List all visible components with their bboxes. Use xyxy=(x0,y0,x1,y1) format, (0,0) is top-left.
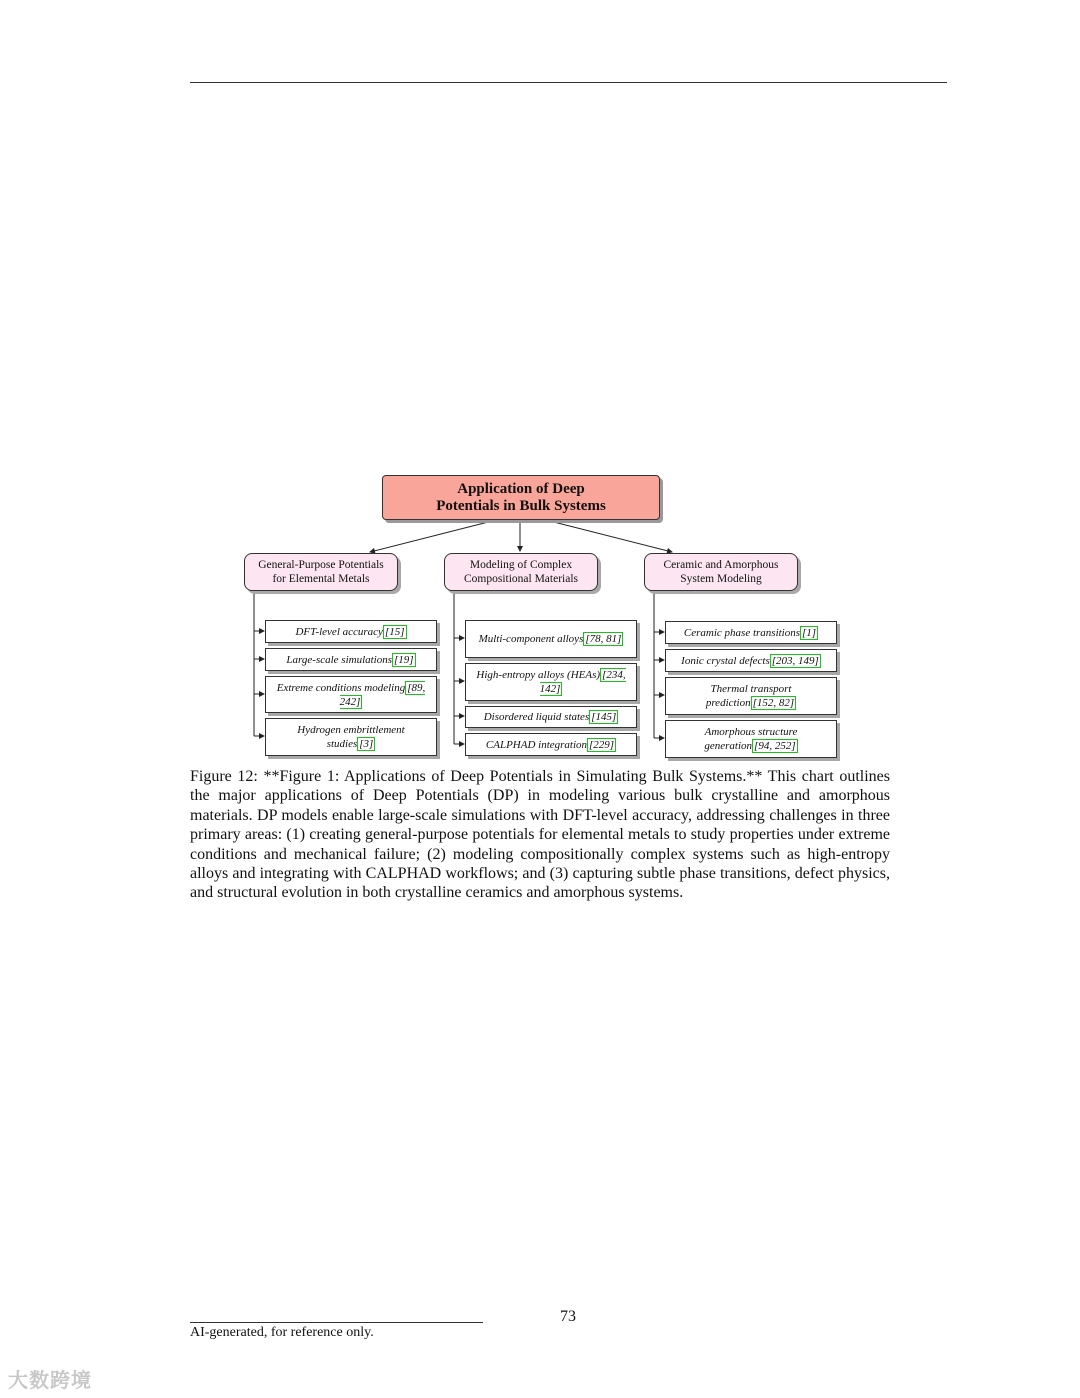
root-node: Application of Deep Potentials in Bulk Systems xyxy=(382,475,660,520)
citation-link[interactable]: [1] xyxy=(802,626,817,639)
citation-link[interactable]: [203, 149] xyxy=(771,654,819,667)
citation-link[interactable]: [15] xyxy=(384,625,405,638)
footnote-rule xyxy=(190,1322,483,1323)
citation-link[interactable]: [78, 81] xyxy=(585,633,622,645)
leaf-node: Thermal transport prediction [152, 82] xyxy=(665,677,837,715)
citation-link[interactable]: [229] xyxy=(589,738,615,751)
page-number: 73 xyxy=(560,1308,576,1325)
leaf-node: Ionic crystal defects [203, 149] xyxy=(665,649,837,672)
watermark-logo: 大数跨境 xyxy=(8,1368,92,1392)
leaf-node: Disordered liquid states [145] xyxy=(465,706,637,728)
citation-link[interactable]: [89, 242] xyxy=(339,681,426,708)
footnote: AI-generated, for reference only. xyxy=(190,1325,374,1340)
leaf-node: Multi-component alloys [78, 81] xyxy=(465,620,637,658)
category-node-2: Modeling of Complex Compositional Materials xyxy=(444,553,598,591)
category-node-3: Ceramic and Amorphous System Modeling xyxy=(644,553,798,591)
leaf-node: Extreme conditions modeling [89, 242] xyxy=(265,676,437,713)
citation-link[interactable]: [152, 82] xyxy=(752,697,795,709)
citation-link[interactable]: [19] xyxy=(394,653,414,666)
citation-link[interactable]: [94, 252] xyxy=(754,740,796,752)
leaf-node: Hydrogen embrittlement studies [3] xyxy=(265,718,437,756)
leaf-node: CALPHAD integration [229] xyxy=(465,733,637,756)
citation-link[interactable]: [3] xyxy=(359,738,374,750)
leaf-node: Ceramic phase transitions [1] xyxy=(665,621,837,644)
leaf-node: DFT-level accuracy [15] xyxy=(265,620,437,643)
figure-caption: Figure 12: **Figure 1: Applications of Deep Potentials in Simulating Bulk Systems.** This chart outlines the major applications of Deep Potentials (DP) in modeling various bulk crystalline and amorphous materials. DP models enable large-scale simulations with DFT-level accuracy, addressing challenges in three primary areas: (1) creating general-purpose potentials for elemental metals to study properties under extreme conditions and mechanical failure; (2) modeling compositionally complex systems such as high-entropy alloys and integrating with CALPHAD workflows; and (3) capturing subtle phase transitions, defect physics, and structural evolution in both crystalline ceramics and amorphous systems. xyxy=(190,768,890,902)
edge-root-cat3 xyxy=(542,519,672,552)
citation-link[interactable]: [145] xyxy=(591,711,617,723)
leaf-node: Amorphous structure generation [94, 252] xyxy=(665,720,837,758)
leaf-node: High-entropy alloys (HEAs) [234, 142] xyxy=(465,663,637,701)
edge-root-cat1 xyxy=(370,519,500,552)
leaf-node: Large-scale simulations [19] xyxy=(265,648,437,671)
citation-link[interactable]: [234, 142] xyxy=(539,669,626,695)
category-node-1: General-Purpose Potentials for Elemental Metals xyxy=(244,553,398,591)
